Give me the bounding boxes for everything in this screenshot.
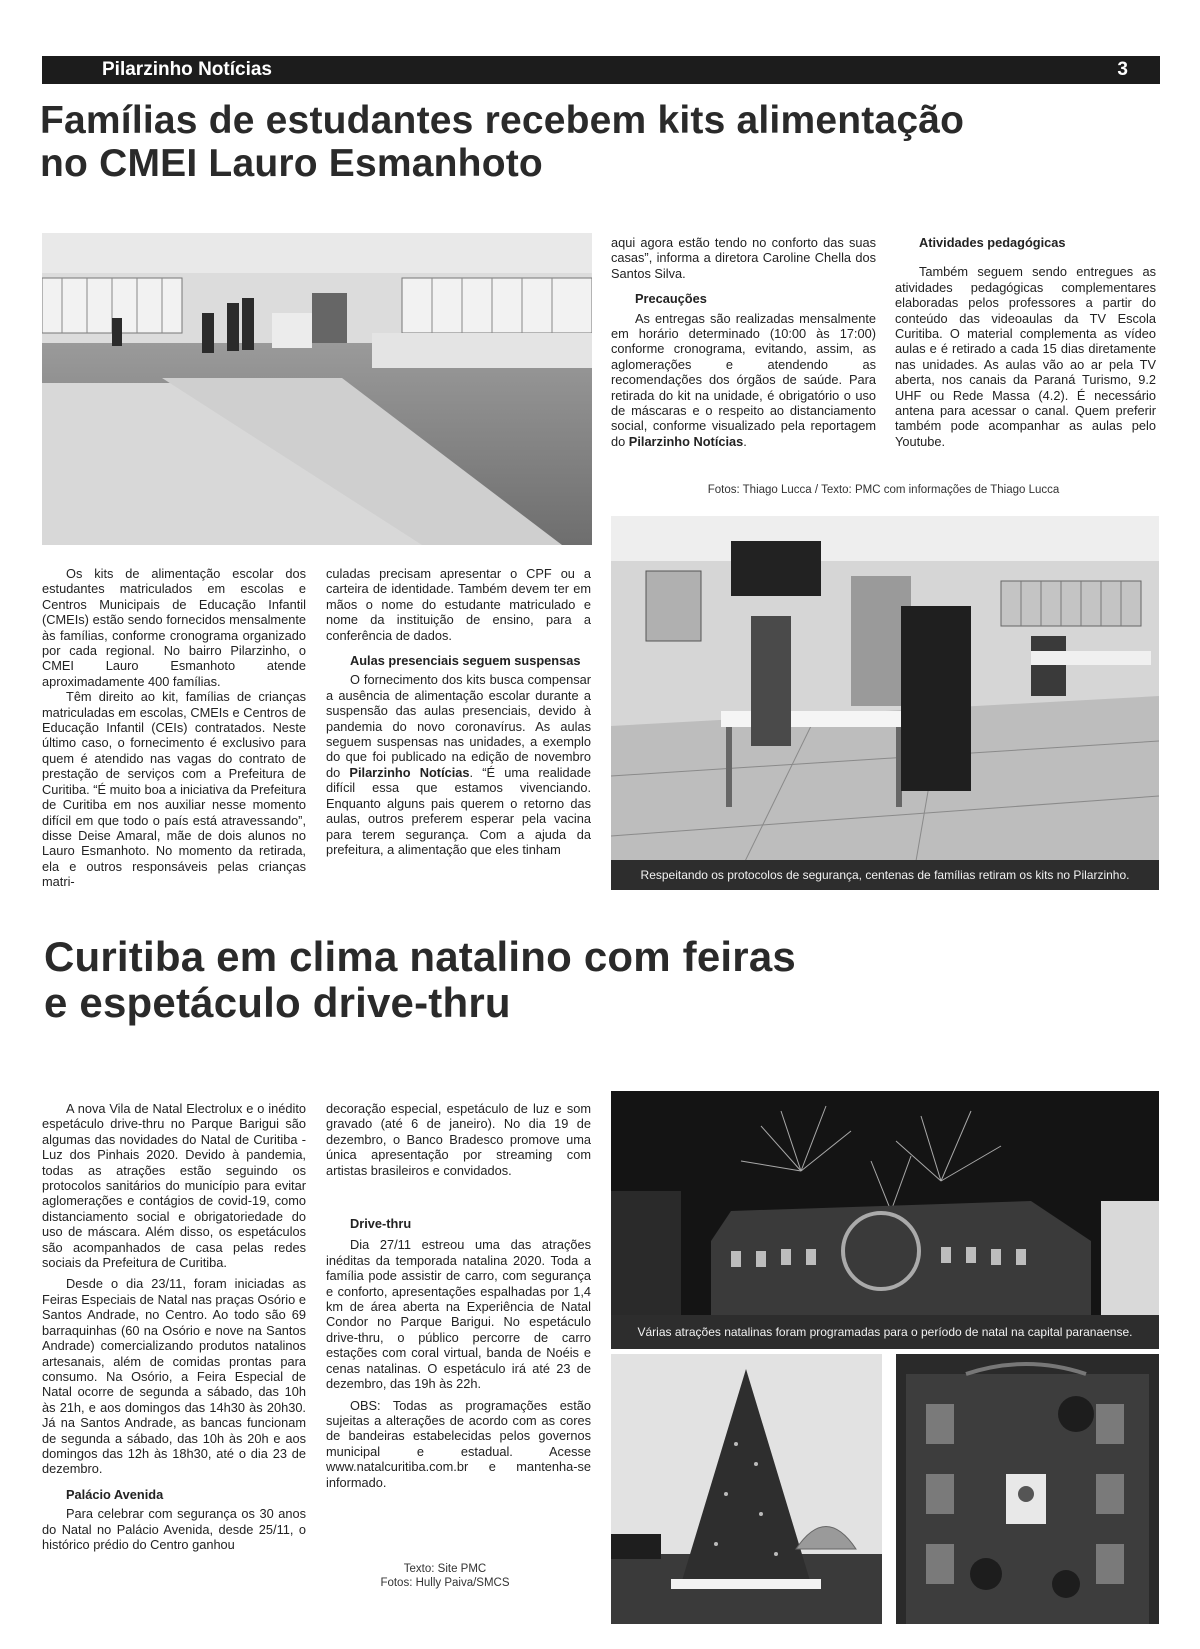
article1-photo-credit: Fotos: Thiago Lucca / Texto: PMC com informações de Thiago Lucca <box>707 484 1060 496</box>
article2-headline-line2: e espetáculo drive-thru <box>44 979 511 1027</box>
article2-credits <box>370 1562 520 1590</box>
article2-paragraph: Dia 27/11 estreou uma das atrações inéditas da temporada natalina 2020. Toda a família pode assistir de carro, com segurança e conforto, apresentações espalhadas por 1,4 km de área aberta na Experiência de Natal Condor no Parque Barigui. No espetáculo drive-thru, o público percorre de carro estações com coral virtual, banda de Noéis e cenas natalinas. O espetáculo irá até 23 de dezembro, das 19h às 22h. <box>326 1237 591 1392</box>
section-heading-precaucoes: Precauções <box>635 291 707 307</box>
article1-column-4 <box>895 235 1156 449</box>
fireworks-palace-photo <box>611 1091 1159 1315</box>
article2-paragraph: Para celebrar com segurança os 30 anos do Natal no Palácio Avenida, desde 25/11, o histórico prédio do Centro ganhou <box>42 1506 306 1552</box>
christmas-photo-caption: Várias atrações natalinas foram programadas para o período de natal na capital paranaense. <box>611 1315 1159 1349</box>
article1-headline-line2: no CMEI Lauro Esmanhoto <box>40 141 543 185</box>
article2-headline-line1: Curitiba em clima natalino com feiras <box>44 933 796 980</box>
palace-facade-photo <box>896 1354 1159 1624</box>
article1-paragraph: culadas precisam apresentar o CPF ou a carteira de identidade. Também devem ter em mãos o nome do estudante matriculado e nome da instituição de ensino, para a conferência de dados. <box>326 566 591 643</box>
article1-paragraph: Têm direito ao kit, famílias de crianças matriculadas em escolas, CMEIs e Centros de Educação Infantil (CEIs) contratados. Neste último caso, o fornecimento é exclusivo para quem é atendido nas vagas do contrato de prestação de serviços com a Prefeitura de Curitiba. “É muito boa a iniciativa da Prefeitura de Curitiba em nos auxiliar nesse momento difícil em que todo o país está atravessando”, disse Deise Amaral, mãe de dois alunos no Lauro Esmanhoto. No momento da retirada, ela e outros responsáveis pelas crianças matri- <box>42 689 306 890</box>
article2-paragraph: A nova Vila de Natal Electrolux e o inédito espetáculo drive-thru no Parque Barigui são algumas das novidades do Natal de Curitiba - Luz dos Pinhais 2020. Devido à pandemia, todas as atrações estão seguindo os protocolos sanitários do município para evitar aglomerações e contágios de covid-19, como distanciamento social e obrigatoriedade do uso de máscara. Além disso, os espetáculos são acompanhados de casa pelas redes sociais da Prefeitura de Curitiba. <box>42 1101 306 1271</box>
article1-paragraph: Também seguem sendo entregues as atividades pedagógicas complementares elaboradas pelos professores a partir do conteúdo das videoaulas da TV Escola Curitiba. O material complementa as vídeo aulas e é retirado a cada 15 dias diretamente nas unidades. As aulas vão ao ar pela TV aberta, nos canais da Paraná Turismo, 9.2 UHF ou Rede Massa (4.2). É necessário antena para acessar o canal. Quem preferir também pode acompanhar as aulas pelo Youtube. <box>895 264 1156 449</box>
article1-column-3 <box>611 235 876 449</box>
page-number: 3 <box>1117 59 1128 80</box>
article1-column-2 <box>326 566 591 857</box>
article2-paragraph: OBS: Todas as programações estão sujeitas a alterações de acordo com as cores de bandeiras estabelecidas pelos governos municipal e estadual. Acesse www.natalcuritiba.com.br e mantenha-se informado. <box>326 1397 591 1490</box>
article2-headline <box>44 934 796 1026</box>
section-heading-aulas: Aulas presenciais seguem suspensas <box>350 653 581 669</box>
article2-paragraph: decoração especial, espetáculo de luz e som gravado (até 6 de janeiro). No dia 19 de dezembro, o Banco Bradesco promove uma única apresentação por streaming com artistas brasileiros e convidados. <box>326 1101 591 1178</box>
kits-hall-photo <box>42 233 592 545</box>
distribution-photo-caption: Respeitando os protocolos de segurança, centenas de famílias retiram os kits no Pilarzinho. <box>611 860 1159 890</box>
article1-paragraph: Os kits de alimentação escolar dos estudantes matriculados em escolas e Centros Municipais de Educação Infantil (CMEIs) estão sendo fornecidos mensalmente às famílias, conforme cronograma organizado por cada regional. No bairro Pilarzinho, o CMEI Lauro Esmanhoto atende aproximadamente 400 famílias. <box>42 566 306 689</box>
section-heading-atividades: Atividades pedagógicas <box>919 235 1066 250</box>
article1-column-1 <box>42 566 306 890</box>
article2-photo-credit: Fotos: Hully Paiva/SMCS <box>380 1577 510 1589</box>
christmas-tree-photo <box>611 1354 882 1624</box>
distribution-desk-photo <box>611 516 1159 890</box>
article1-paragraph: O fornecimento dos kits busca compensar a ausência de alimentação escolar durante a suspensão das aulas presenciais, devido à pandemia do novo coronavírus. As aulas seguem suspensas nas unidades, a exemplo do que foi publicado na edição de novembro do Pilarzinho Notícias. “É uma realidade difícil essa que estamos vivenciando. Enquanto alguns pais querem o retorno das aulas, outros preferem esperar pela vacina para terem segurança. Com a ajuda da prefeitura, a alimentação que eles tinham <box>326 672 591 857</box>
page-header <box>42 56 1160 84</box>
publication-name: Pilarzinho Notícias <box>102 59 272 80</box>
article2-column-2 <box>326 1101 591 1490</box>
article1-paragraph: aqui agora estão tendo no conforto das suas casas”, informa a diretora Caroline Chella dos Santos Silva. <box>611 235 876 281</box>
article1-headline <box>40 100 964 186</box>
article1-headline-line1: Famílias de estudantes recebem kits alimentação <box>40 99 965 142</box>
article1-paragraph: As entregas são realizadas mensalmente em horário determinado (10:00 às 17:00) conforme cronograma, evitando, assim, as aglomerações e atendendo as recomendações dos órgãos de saúde. Para retirada do kit na unidade, é obrigatório o uso de máscaras e o respeito ao distanciamento social, conforme visualizado pela reportagem do Pilarzinho Notícias. <box>611 310 876 449</box>
section-heading-palacio: Palácio Avenida <box>66 1486 164 1502</box>
article2-column-1 <box>42 1101 306 1552</box>
article2-paragraph: Desde o dia 23/11, foram iniciadas as Feiras Especiais de Natal nas praças Osório e Santos Andrade, no Centro. Ao todo são 69 barraquinhas (60 na Osório e nove na Santos Andrade) comercializando produtos natalinos artesanais, além de comidas prontas para consumo. Na Osório, a Feira Especial de Natal ocorre de segunda a sábado, das 10h às 21h, e aos domingos das 14h30 às 20h30. Já na Santos Andrade, as bancas funcionam de segunda a sábado, das 10h às 20h e aos domingos das 12h às 18h30, até o dia 23 de dezembro. <box>42 1276 306 1477</box>
section-heading-drive-thru: Drive-thru <box>350 1216 412 1232</box>
article2-text-credit: Texto: Site PMC <box>403 1563 487 1575</box>
